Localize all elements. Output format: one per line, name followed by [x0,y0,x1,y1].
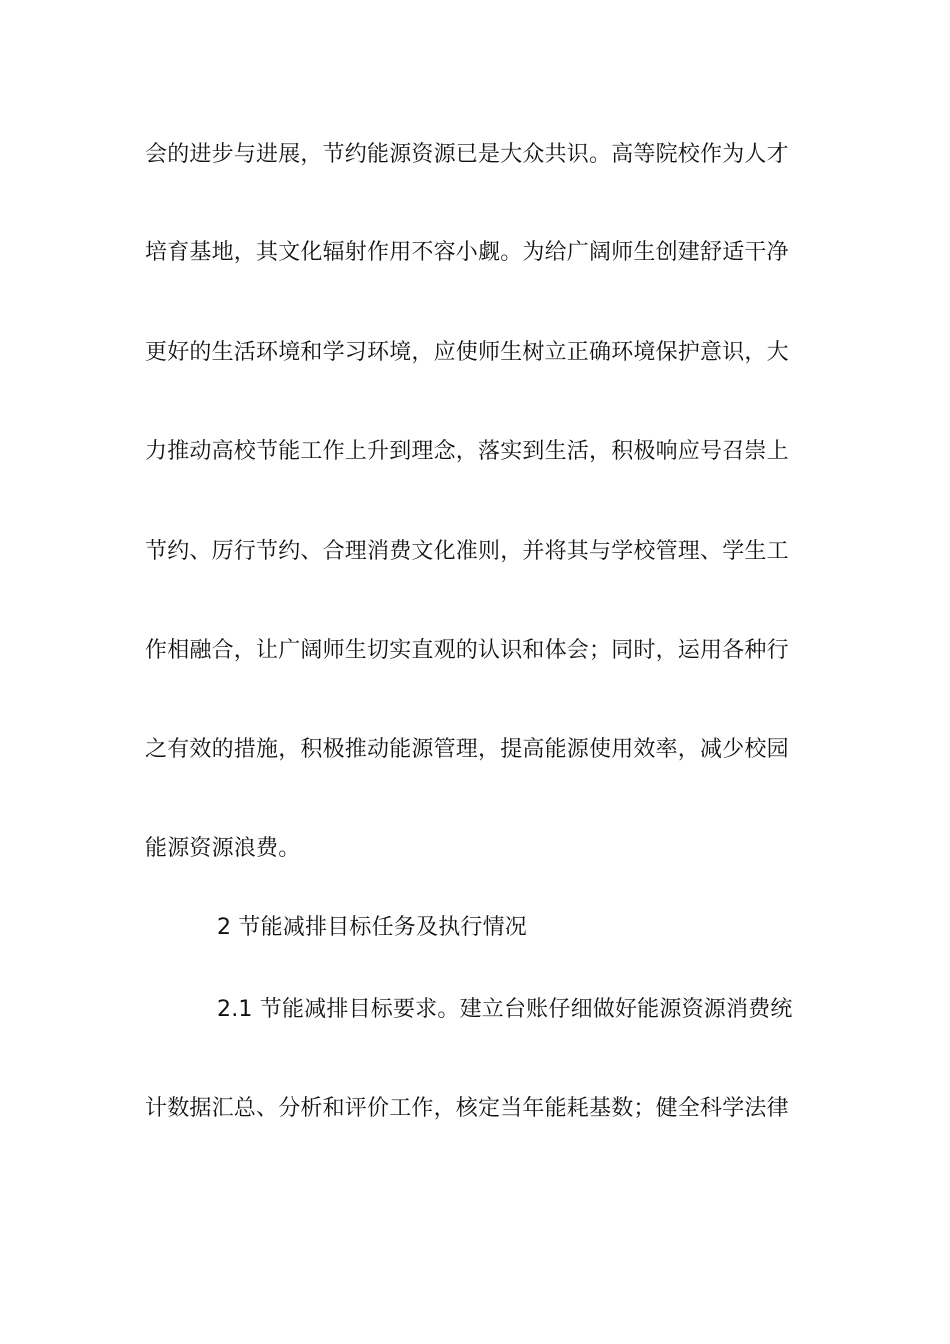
paragraph-line: 培育基地，其文化辐射作用不容小觑。为给广阔师生创建舒适干净 [145,240,789,265]
subsection-line: 计数据汇总、分析和评价工作，核定当年能耗基数；健全科学法律 [145,1096,789,1121]
paragraph-line: 会的进步与进展，节约能源资源已是大众共识。高等院校作为人才 [145,142,789,167]
paragraph-line: 之有效的措施，积极推动能源管理，提高能源使用效率，减少校园 [145,737,789,762]
section-heading: 2 节能减排目标任务及执行情况 [217,915,527,940]
paragraph-line: 力推动高校节能工作上升到理念，落实到生活，积极响应号召崇上 [145,439,789,464]
paragraph-line: 能源资源浪费。 [145,836,301,861]
paragraph-line: 节约、厉行节约、合理消费文化准则，并将其与学校管理、学生工 [145,539,789,564]
paragraph-line: 作相融合，让广阔师生切实直观的认识和体会；同时，运用各种行 [145,638,789,663]
paragraph-line: 更好的生活环境和学习环境，应使师生树立正确环境保护意识，大 [145,340,789,365]
subsection-line: 2.1 节能减排目标要求。建立台账仔细做好能源资源消费统 [217,997,793,1022]
